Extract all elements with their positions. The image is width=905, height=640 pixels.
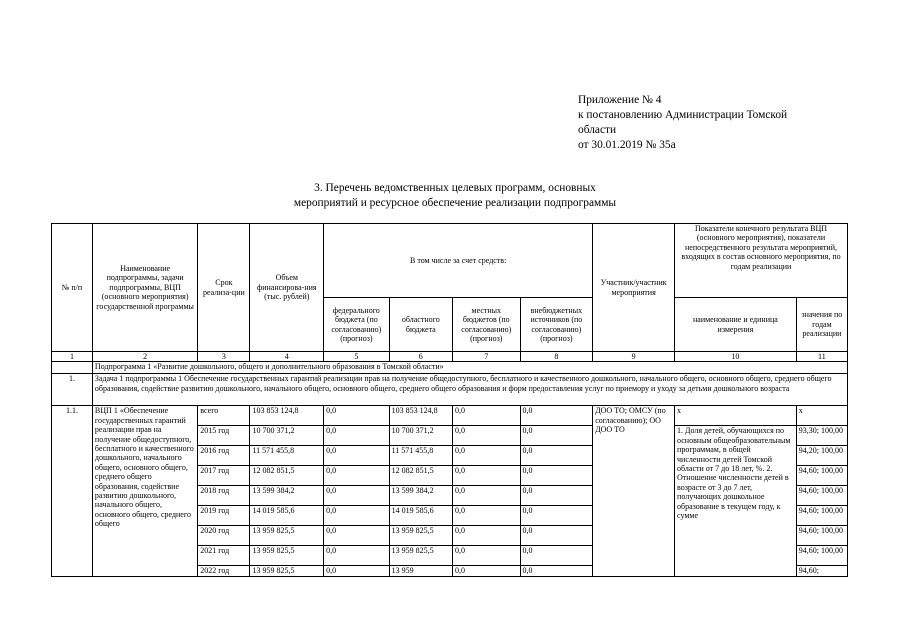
task-text: Задача 1 подпрограммы 1 Обеспечение государственных гарантий реализации прав на получение общедоступного, бесплатного и качественного дошкольного, начального общего, основного общего, среднего общего образования, содействие развитию дошкольного, начального общего, основного общего, среднего общего образования и форм предоставления услуг по приемору и уходу за детьми дошкольного возраста [92, 374, 847, 406]
appendix-line-2: к постановлению Администрации Томской [578, 109, 788, 121]
vcp-num: 1.1. [52, 406, 93, 576]
values-cell: 94,60; 100,00 [796, 546, 847, 566]
federal-cell: 0,0 [324, 406, 389, 426]
extra-cell: 0,0 [520, 506, 593, 526]
federal-cell: 0,0 [324, 446, 389, 466]
appendix-line-4: от 30.01.2019 № 35а [578, 139, 676, 151]
vcp-name: ВЦП 1 «Обеспечение государственных гарантий реализации прав на получение общедоступного, бесплатного и качественного дошкольного, начального общего, основного общего, среднего общего образования, содействие развитию дошкольного, начального общего, основного общего, среднего общего [92, 406, 197, 576]
volume-cell: 14 019 585,6 [250, 506, 324, 526]
values-cell: 94,60; 100,00 [796, 526, 847, 546]
values-cell: 94,60; 100,00 [796, 506, 847, 526]
header-ind-name: наименование и единица измерения [675, 298, 797, 352]
header-row-1 [52, 224, 848, 298]
federal-cell: 0,0 [324, 546, 389, 566]
programs-table [51, 223, 848, 577]
volume-cell: 10 700 371,2 [250, 426, 324, 446]
term-cell: 2022 год [198, 566, 250, 576]
header-indicators: Показатели конечного результата ВЦП (основного мероприятия), показатели непосредственного результата мероприятий, входящих в состав основного мероприятия, по годам реализации [675, 224, 848, 298]
header-regional: областного бюджета [389, 298, 452, 352]
federal-cell: 0,0 [324, 566, 389, 576]
appendix-line-1: Приложение № 4 [578, 94, 662, 106]
volume-cell: 13 959 825,5 [250, 526, 324, 546]
federal-cell: 0,0 [324, 526, 389, 546]
colnum-11: 11 [796, 352, 847, 362]
regional-cell: 12 082 851,5 [389, 466, 452, 486]
values-cell: 94,60; 100,00 [796, 466, 847, 486]
federal-cell: 0,0 [324, 486, 389, 506]
header-volume: Объем финансирова-ния (тыс. рублей) [250, 224, 324, 352]
colnum-1: 1 [52, 352, 93, 362]
colnum-4: 4 [250, 352, 324, 362]
local-cell: 0,0 [453, 466, 521, 486]
extra-cell: 0,0 [520, 546, 593, 566]
extra-cell: 0,0 [520, 526, 593, 546]
subprogram-title: Подпрограмма 1 «Развитие дошкольного, общего и дополнительного образования в Томской области» [92, 362, 847, 374]
values-cell: x [796, 406, 847, 426]
volume-cell: 13 959 825,5 [250, 566, 324, 576]
term-cell: 2019 год [198, 506, 250, 526]
values-cell: 94,60; [796, 566, 847, 576]
term-cell: 2017 год [198, 466, 250, 486]
colnum-8: 8 [520, 352, 593, 362]
header-term: Срок реализа-ции [198, 224, 250, 352]
extra-cell: 0,0 [520, 426, 593, 446]
indicator-first: x [675, 406, 797, 426]
header-participant: Участник/участник мероприятия [593, 224, 675, 352]
header-ind-values: значения по годам реализации [796, 298, 847, 352]
regional-cell: 10 700 371,2 [389, 426, 452, 446]
values-cell: 94,20; 100,00 [796, 446, 847, 466]
indicator-text: 1. Доля детей, обучающихся по основным общеобразовательным программам, в общей численности детей Томской области от 7 до 18 лет, %. 2. Отношение численности детей в возрасте от 3 до 7 лет, получающих дошкольное образование в текущем году, к сумме [675, 426, 797, 576]
colnum-10: 10 [675, 352, 797, 362]
regional-cell: 13 959 825,5 [389, 546, 452, 566]
regional-cell: 11 571 455,8 [389, 446, 452, 466]
column-numbers-row [52, 352, 848, 362]
term-cell: 2020 год [198, 526, 250, 546]
header-num: № п/п [52, 224, 93, 352]
local-cell: 0,0 [453, 566, 521, 576]
colnum-7: 7 [453, 352, 521, 362]
local-cell: 0,0 [453, 526, 521, 546]
regional-cell: 103 853 124,8 [389, 406, 452, 426]
local-cell: 0,0 [453, 406, 521, 426]
volume-cell: 12 082 851,5 [250, 466, 324, 486]
federal-cell: 0,0 [324, 426, 389, 446]
extra-cell: 0,0 [520, 466, 593, 486]
volume-cell: 13 599 384,2 [250, 486, 324, 506]
local-cell: 0,0 [453, 446, 521, 466]
header-local: местных бюджетов (по согласованию) (прогноз) [453, 298, 521, 352]
volume-cell: 103 853 124,8 [250, 406, 324, 426]
colnum-5: 5 [324, 352, 389, 362]
federal-cell: 0,0 [324, 466, 389, 486]
header-federal: федерального бюджета (по согласованию) (прогноз) [324, 298, 389, 352]
colnum-9: 9 [593, 352, 675, 362]
volume-cell: 11 571 455,8 [250, 446, 324, 466]
colnum-3: 3 [198, 352, 250, 362]
extra-cell: 0,0 [520, 406, 593, 426]
subprogram-row [52, 362, 848, 374]
federal-cell: 0,0 [324, 506, 389, 526]
vcp-row-total [52, 406, 848, 426]
local-cell: 0,0 [453, 506, 521, 526]
task-row [52, 374, 848, 406]
task-num: 1. [52, 374, 93, 406]
term-cell: 2015 год [198, 426, 250, 446]
title-line-1: 3. Перечень ведомственных целевых программ, основных [314, 182, 596, 194]
term-cell: всего [198, 406, 250, 426]
local-cell: 0,0 [453, 426, 521, 446]
values-cell: 94,60; 100,00 [796, 486, 847, 506]
term-cell: 2018 год [198, 486, 250, 506]
vcp-participant: ДОО ТО; ОМСУ (по согласованию); ОО ДОО ТО [593, 406, 675, 576]
local-cell: 0,0 [453, 486, 521, 506]
volume-cell: 13 959 825,5 [250, 546, 324, 566]
header-sources: В том числе за счет средств: [324, 224, 593, 298]
regional-cell: 14 019 585,6 [389, 506, 452, 526]
colnum-2: 2 [92, 352, 197, 362]
appendix-block [578, 93, 838, 153]
local-cell: 0,0 [453, 546, 521, 566]
regional-cell: 13 959 [389, 566, 452, 576]
header-extra: внебюджетных источников (по согласованию) (прогноз) [520, 298, 593, 352]
extra-cell: 0,0 [520, 486, 593, 506]
document-title [240, 181, 670, 211]
title-line-2: мероприятий и ресурсное обеспечение реализации подпрограммы [293, 197, 617, 209]
header-name: Наименование подпрограммы, задачи подпрограммы, ВЦП (основного мероприятия) государственной программы [92, 224, 197, 352]
extra-cell: 0,0 [520, 446, 593, 466]
appendix-line-3: области [578, 124, 617, 136]
term-cell: 2016 год [198, 446, 250, 466]
term-cell: 2021 год [198, 546, 250, 566]
values-cell: 93,30; 100,00 [796, 426, 847, 446]
extra-cell: 0,0 [520, 566, 593, 576]
colnum-6: 6 [389, 352, 452, 362]
regional-cell: 13 599 384,2 [389, 486, 452, 506]
regional-cell: 13 959 825,5 [389, 526, 452, 546]
